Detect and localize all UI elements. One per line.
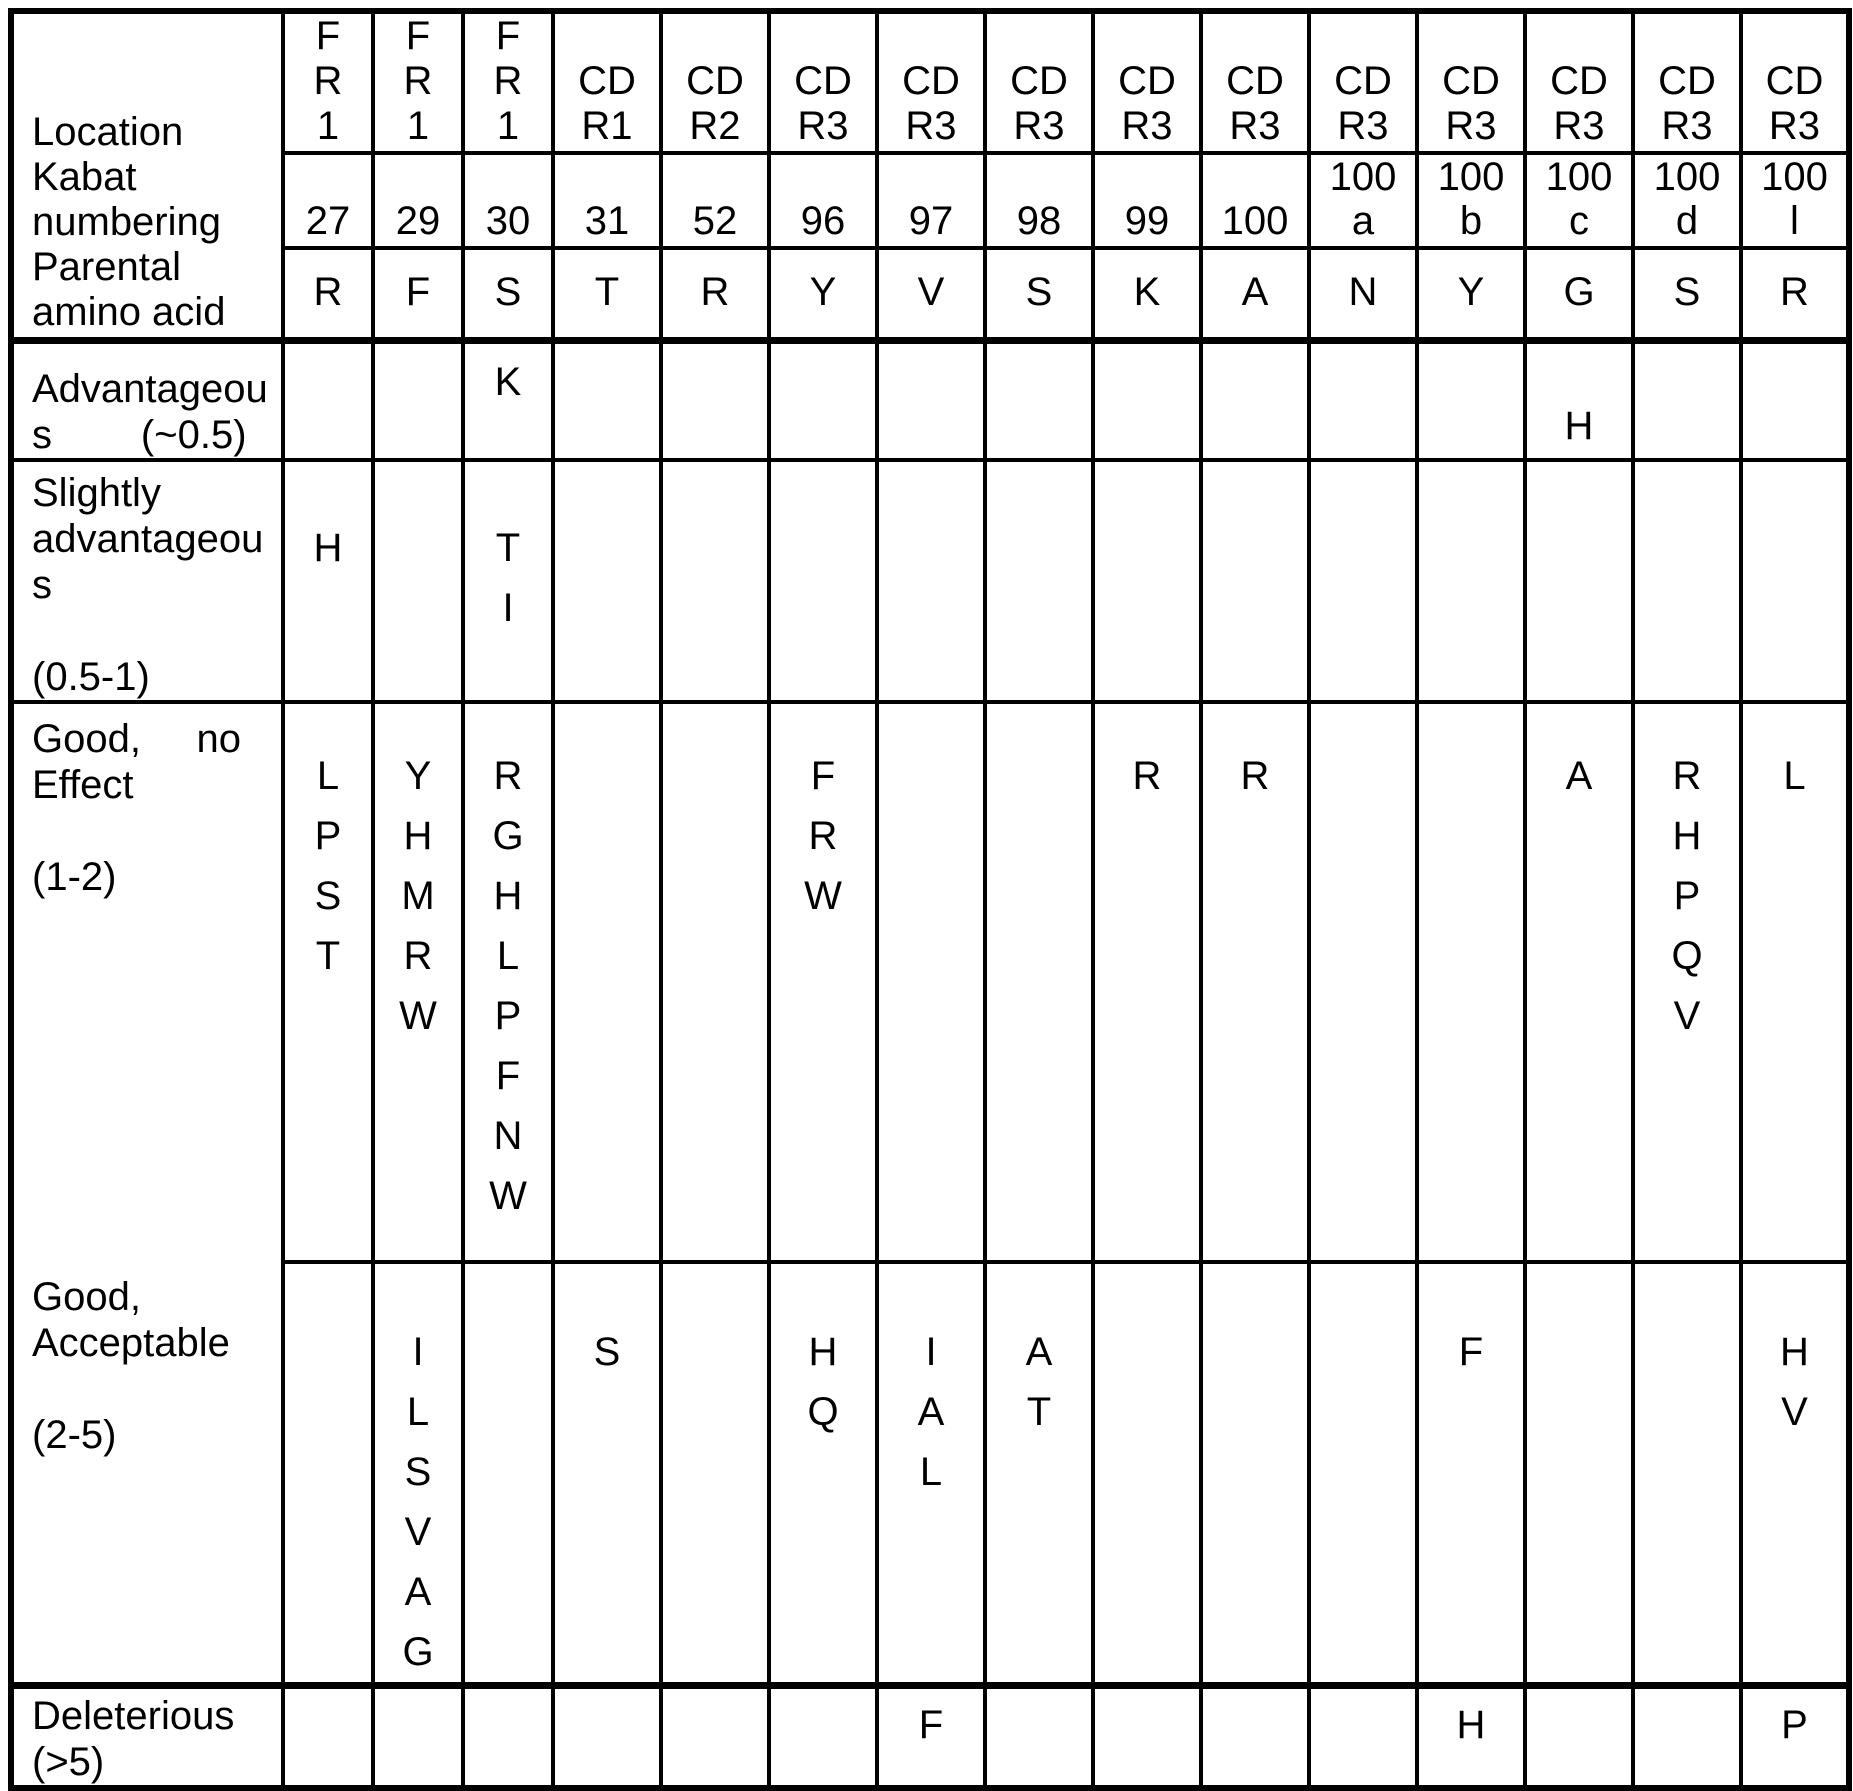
cell-slightly-advantageous-96 xyxy=(769,460,877,702)
cell-location-display-29: F R 1 xyxy=(373,11,463,153)
cell-location-display-98: CD R3 xyxy=(985,11,1093,153)
cell-kabat-52: 52 xyxy=(661,153,769,248)
cell-good-acceptable-100a xyxy=(1309,1262,1417,1686)
cell-slightly-advantageous-100l xyxy=(1741,460,1849,702)
cell-slightly-advantageous-30: T I xyxy=(463,460,553,702)
cell-location-display-100d: CD R3 xyxy=(1633,11,1741,153)
row-label-good-no-effect: Good, no Effect (1-2) xyxy=(11,702,283,1262)
cell-location-display-100b: CD R3 xyxy=(1417,11,1525,153)
cell-deleterious-100b: H xyxy=(1417,1685,1525,1788)
cell-good-acceptable-52 xyxy=(661,1262,769,1686)
cell-parental-29: F xyxy=(373,248,463,340)
cell-good-no-effect-96: F R W xyxy=(769,702,877,1262)
cell-parental-52: R xyxy=(661,248,769,340)
cell-deleterious-98 xyxy=(985,1685,1093,1788)
cell-kabat-100d: 100 d xyxy=(1633,153,1741,248)
cell-kabat-100b: 100 b xyxy=(1417,153,1525,248)
cell-deleterious-30 xyxy=(463,1685,553,1788)
cell-kabat-100c: 100 c xyxy=(1525,153,1633,248)
cell-advantageous-30: K xyxy=(463,340,553,460)
cell-slightly-advantageous-97 xyxy=(877,460,985,702)
cell-deleterious-100c xyxy=(1525,1685,1633,1788)
cell-parental-96: Y xyxy=(769,248,877,340)
cell-location-display-96: CD R3 xyxy=(769,11,877,153)
cell-good-acceptable-96: H Q xyxy=(769,1262,877,1686)
cell-parental-99: K xyxy=(1093,248,1201,340)
cell-slightly-advantageous-100a xyxy=(1309,460,1417,702)
cell-advantageous-97 xyxy=(877,340,985,460)
cell-deleterious-100 xyxy=(1201,1685,1309,1788)
cell-good-acceptable-30 xyxy=(463,1262,553,1686)
cell-good-acceptable-31: S xyxy=(553,1262,661,1686)
cell-deleterious-52 xyxy=(661,1685,769,1788)
cell-slightly-advantageous-100 xyxy=(1201,460,1309,702)
cell-kabat-29: 29 xyxy=(373,153,463,248)
cell-good-acceptable-100c xyxy=(1525,1262,1633,1686)
cell-location-display-27: F R 1 xyxy=(283,11,373,153)
cell-parental-100: A xyxy=(1201,248,1309,340)
cell-location-display-97: CD R3 xyxy=(877,11,985,153)
row-good-acceptable xyxy=(11,1262,1849,1686)
mutation-effect-table xyxy=(8,8,1852,1791)
cell-location-display-100c: CD R3 xyxy=(1525,11,1633,153)
cell-good-no-effect-100b xyxy=(1417,702,1525,1262)
cell-advantageous-100b xyxy=(1417,340,1525,460)
cell-parental-27: R xyxy=(283,248,373,340)
cell-good-acceptable-100d xyxy=(1633,1262,1741,1686)
cell-slightly-advantageous-100b xyxy=(1417,460,1525,702)
cell-good-no-effect-30: R G H L P F N W xyxy=(463,702,553,1262)
cell-good-acceptable-99 xyxy=(1093,1262,1201,1686)
header-row-kabat-numbering xyxy=(11,153,1849,248)
cell-deleterious-100a xyxy=(1309,1685,1417,1788)
cell-good-acceptable-97: I A L xyxy=(877,1262,985,1686)
cell-advantageous-100c: H xyxy=(1525,340,1633,460)
cell-deleterious-96 xyxy=(769,1685,877,1788)
cell-good-acceptable-100l: H V xyxy=(1741,1262,1849,1686)
document-page xyxy=(0,8,1853,1784)
cell-kabat-97: 97 xyxy=(877,153,985,248)
cell-good-no-effect-100l: L xyxy=(1741,702,1849,1262)
cell-good-no-effect-27: L P S T xyxy=(283,702,373,1262)
row-label-deleterious: Deleterious (>5) xyxy=(11,1685,283,1788)
cell-location-display-100l: CD R3 xyxy=(1741,11,1849,153)
cell-advantageous-52 xyxy=(661,340,769,460)
cell-good-no-effect-97 xyxy=(877,702,985,1262)
cell-good-no-effect-100c: A xyxy=(1525,702,1633,1262)
cell-parental-31: T xyxy=(553,248,661,340)
row-label-good-acceptable: Good, Acceptable (2-5) xyxy=(11,1262,283,1686)
cell-kabat-100: 100 xyxy=(1201,153,1309,248)
cell-location-display-30: F R 1 xyxy=(463,11,553,153)
cell-slightly-advantageous-99 xyxy=(1093,460,1201,702)
cell-parental-97: V xyxy=(877,248,985,340)
row-slightly-advantageous xyxy=(11,460,1849,702)
cell-good-acceptable-29: I L S V A G xyxy=(373,1262,463,1686)
cell-location-display-31: CD R1 xyxy=(553,11,661,153)
row-deleterious xyxy=(11,1685,1849,1788)
cell-parental-30: S xyxy=(463,248,553,340)
cell-good-no-effect-100: R xyxy=(1201,702,1309,1262)
cell-kabat-99: 99 xyxy=(1093,153,1201,248)
cell-good-acceptable-100b: F xyxy=(1417,1262,1525,1686)
cell-advantageous-31 xyxy=(553,340,661,460)
cell-parental-100d: S xyxy=(1633,248,1741,340)
cell-good-no-effect-99: R xyxy=(1093,702,1201,1262)
row-advantageous xyxy=(11,340,1849,460)
cell-kabat-100l: 100 l xyxy=(1741,153,1849,248)
cell-advantageous-29 xyxy=(373,340,463,460)
cell-parental-100a: N xyxy=(1309,248,1417,340)
cell-advantageous-100l xyxy=(1741,340,1849,460)
cell-parental-100c: G xyxy=(1525,248,1633,340)
cell-advantageous-27 xyxy=(283,340,373,460)
cell-slightly-advantageous-29 xyxy=(373,460,463,702)
cell-slightly-advantageous-100d xyxy=(1633,460,1741,702)
row-good-no-effect xyxy=(11,702,1849,1262)
cell-deleterious-31 xyxy=(553,1685,661,1788)
cell-good-no-effect-100a xyxy=(1309,702,1417,1262)
cell-kabat-100a: 100 a xyxy=(1309,153,1417,248)
cell-kabat-98: 98 xyxy=(985,153,1093,248)
cell-slightly-advantageous-100c xyxy=(1525,460,1633,702)
row-label-slightly-advantageous: Slightly advantageou s (0.5-1) xyxy=(11,460,283,702)
cell-advantageous-98 xyxy=(985,340,1093,460)
cell-parental-98: S xyxy=(985,248,1093,340)
cell-location-display-52: CD R2 xyxy=(661,11,769,153)
cell-good-acceptable-27 xyxy=(283,1262,373,1686)
cell-advantageous-96 xyxy=(769,340,877,460)
cell-good-acceptable-100 xyxy=(1201,1262,1309,1686)
header-corner-label: Location Kabat numbering Parental amino acid xyxy=(11,11,283,340)
cell-slightly-advantageous-27: H xyxy=(283,460,373,702)
cell-kabat-31: 31 xyxy=(553,153,661,248)
cell-deleterious-100l: P xyxy=(1741,1685,1849,1788)
row-label-advantageous: Advantageou s (~0.5) xyxy=(11,340,283,460)
cell-good-no-effect-98 xyxy=(985,702,1093,1262)
cell-slightly-advantageous-52 xyxy=(661,460,769,702)
cell-kabat-27: 27 xyxy=(283,153,373,248)
cell-slightly-advantageous-98 xyxy=(985,460,1093,702)
cell-deleterious-97: F xyxy=(877,1685,985,1788)
cell-slightly-advantageous-31 xyxy=(553,460,661,702)
cell-parental-100l: R xyxy=(1741,248,1849,340)
cell-location-display-99: CD R3 xyxy=(1093,11,1201,153)
cell-good-no-effect-52 xyxy=(661,702,769,1262)
cell-location-display-100: CD R3 xyxy=(1201,11,1309,153)
cell-advantageous-99 xyxy=(1093,340,1201,460)
cell-good-acceptable-98: A T xyxy=(985,1262,1093,1686)
cell-good-no-effect-31 xyxy=(553,702,661,1262)
cell-good-no-effect-29: Y H M R W xyxy=(373,702,463,1262)
cell-kabat-30: 30 xyxy=(463,153,553,248)
cell-deleterious-100d xyxy=(1633,1685,1741,1788)
cell-advantageous-100 xyxy=(1201,340,1309,460)
header-row-location xyxy=(11,11,1849,153)
cell-good-no-effect-100d: R H P Q V xyxy=(1633,702,1741,1262)
cell-kabat-96: 96 xyxy=(769,153,877,248)
cell-location-display-100a: CD R3 xyxy=(1309,11,1417,153)
cell-parental-100b: Y xyxy=(1417,248,1525,340)
cell-advantageous-100d xyxy=(1633,340,1741,460)
header-row-parental-amino-acid xyxy=(11,248,1849,340)
cell-deleterious-29 xyxy=(373,1685,463,1788)
cell-deleterious-27 xyxy=(283,1685,373,1788)
cell-deleterious-99 xyxy=(1093,1685,1201,1788)
cell-advantageous-100a xyxy=(1309,340,1417,460)
